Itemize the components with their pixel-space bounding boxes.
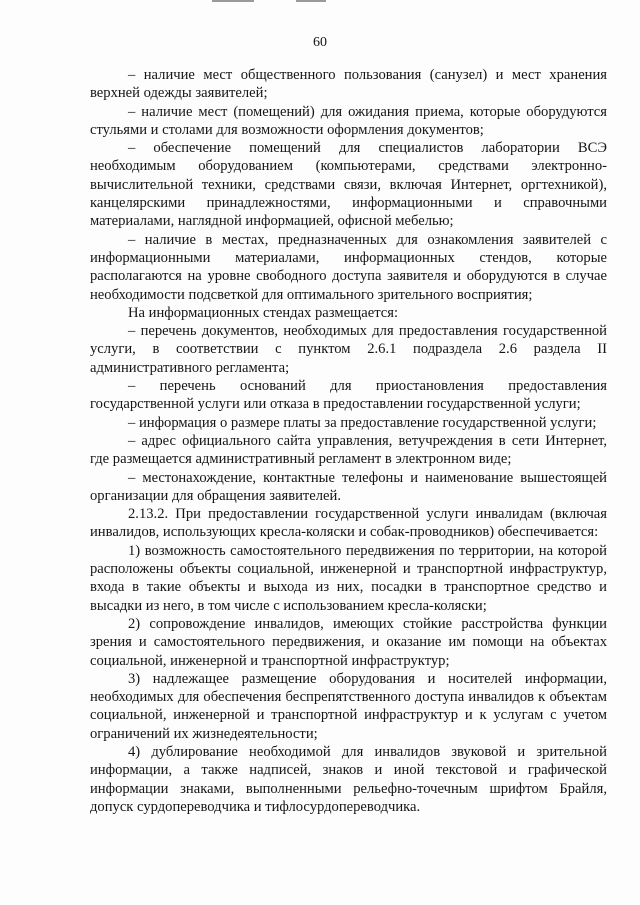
scan-edge-mark bbox=[296, 0, 326, 2]
paragraph-accessibility-1: 1) возможность самостоятельного передвижения по территории, на которой расположены объекты социальной, инженерной и транспортной инфраструктур, входа в такие объекты и выхода из них, посадки в транспортное средство и высадки из него, в том числе с использованием кресла-коляски; bbox=[90, 542, 607, 614]
paragraph-item-documents-list: – перечень документов, необходимых для предоставления государственной услуги, в соответствии с пунктом 2.6.1 подраздела 2.6 раздела II административного регламента; bbox=[90, 323, 607, 376]
paragraph-item-info-stands: – наличие в местах, предназначенных для ознакомления заявителей с информационными материалами, информационных стендов, которые располагаются на уровне свободного доступа заявителя и оборудуются в случае необходимости подсветкой для оптимального зрительного восприятия; bbox=[90, 231, 607, 303]
page-number: 60 bbox=[313, 35, 327, 50]
scan-edge-mark bbox=[212, 0, 254, 2]
paragraph-accessibility-4: 4) дублирование необходимой для инвалидов звуковой и зрительной информации, а также надписей, знаков и иной текстовой и графической информации знаками, выполненными рельефно-точечным шрифтом Брайля, допуск сурдопереводчика и тифлосурдопереводчика. bbox=[90, 743, 607, 815]
paragraph-item-waiting-rooms: – наличие мест (помещений) для ожидания приема, которые оборудуются стульями и столами для возможности оформления документов; bbox=[90, 103, 607, 138]
paragraph-stands-heading: На информационных стендах размещается: bbox=[128, 304, 399, 321]
paragraph-item-fee-info: – информация о размере платы за предоставление государственной услуги; bbox=[128, 414, 597, 431]
paragraph-section-2-13-2: 2.13.2. При предоставлении государственной услуги инвалидам (включая инвалидов, использующих кресла-коляски и собак-проводников) обеспечивается: bbox=[90, 506, 607, 541]
paragraph-item-website-address: – адрес официального сайта управления, ветучреждения в сети Интернет, где размещается административный регламент в электронном виде; bbox=[90, 432, 607, 468]
paragraph-accessibility-2: 2) сопровождение инвалидов, имеющих стойкие расстройства функции зрения и самостоятельного передвижения, и оказание им помощи на объектах социальной, инженерной и транспортной инфраструктур; bbox=[90, 615, 607, 669]
paragraph-accessibility-3: 3) надлежащее размещение оборудования и носителей информации, необходимых для обеспечения беспрепятственного доступа инвалидов к объектам социальной, инженерной и транспортной инфраструктур и к услугам с учетом ограничений их жизнедеятельности; bbox=[90, 670, 607, 742]
paragraph-item-contacts: – местонахождение, контактные телефоны и наименование вышестоящей организации для обращения заявителей. bbox=[90, 469, 607, 504]
document-body bbox=[90, 66, 607, 816]
paragraph-item-specialist-equipment: – обеспечение помещений для специалистов лаборатории ВСЭ необходимым оборудованием (компьютерами, средствами электронно-вычислительной техники, средствами связи, включая Интернет, оргтехникой), канцелярскими принадлежностями, информационными и справочными материалами, наглядной информацией, офисной мебелью; bbox=[90, 140, 607, 230]
paragraph-item-suspension-grounds: – перечень оснований для приостановления предоставления государственной услуги или отказа в предоставлении государственной услуги; bbox=[90, 378, 607, 413]
paragraph-item-public-facilities: – наличие мест общественного пользования (санузел) и мест хранения верхней одежды заявителей; bbox=[90, 67, 607, 102]
